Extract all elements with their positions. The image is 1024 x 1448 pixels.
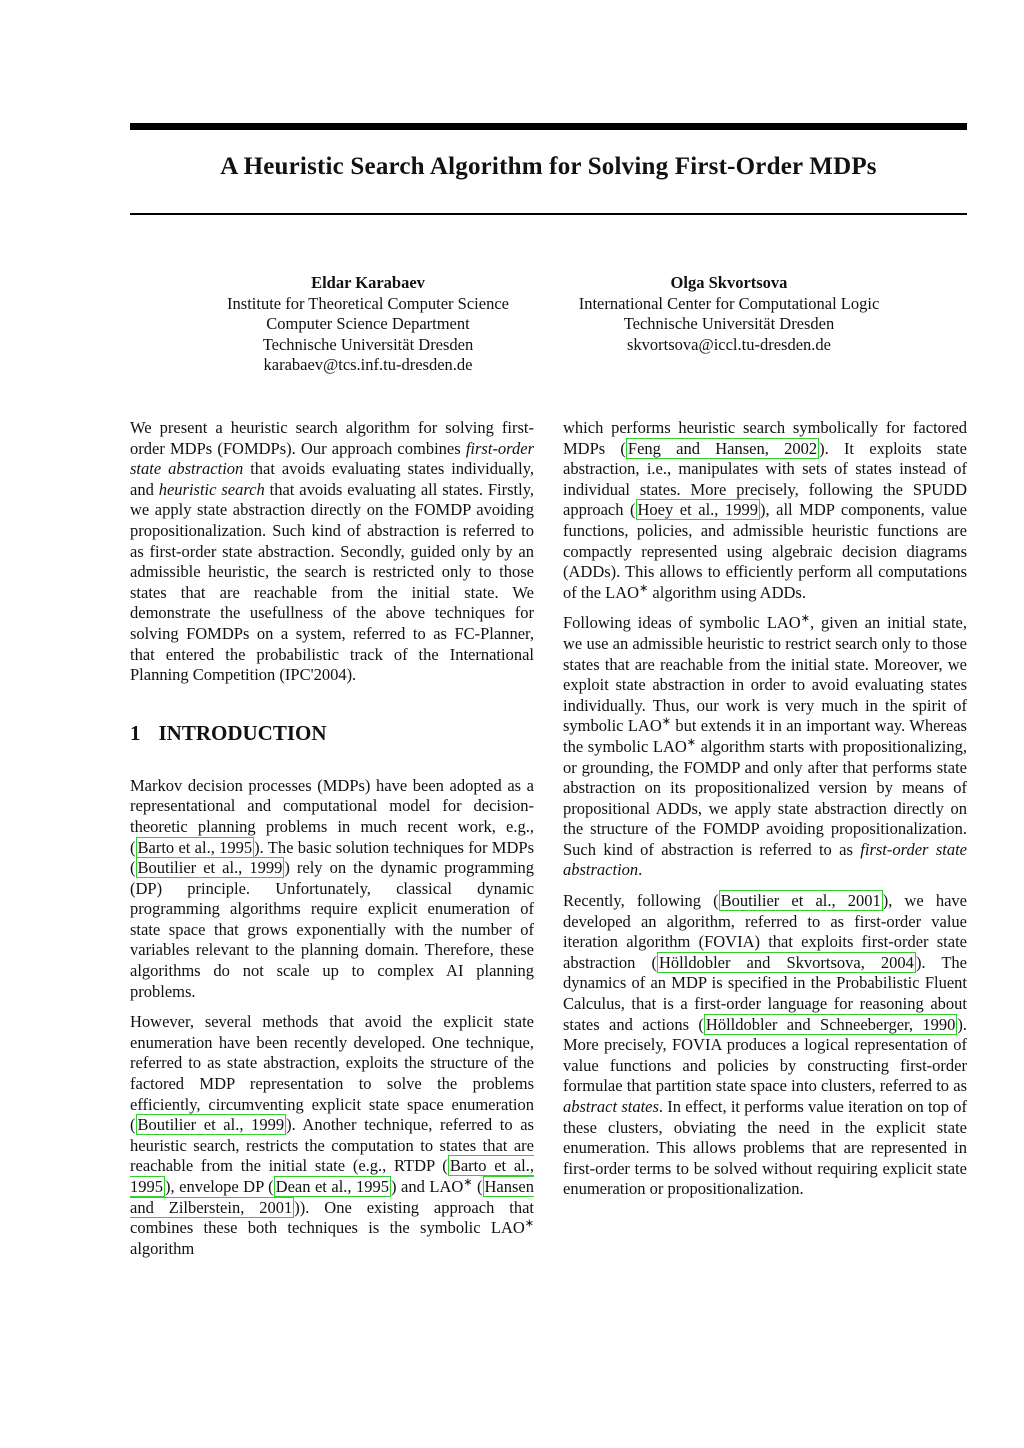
- citation-link[interactable]: Barto et al., 1995: [137, 837, 253, 857]
- paper-title: A Heuristic Search Algorithm for Solving First-Order MDPs: [220, 153, 877, 180]
- author-affiliation: International Center for Computational Logic: [578, 293, 880, 313]
- citation-link[interactable]: Boutilier et al., 2001: [720, 891, 881, 911]
- author-block-2: [548, 273, 910, 355]
- author-block-1: [190, 273, 546, 376]
- citation-link[interactable]: Feng and Hansen, 2002: [627, 438, 818, 458]
- author-email: karabaev@tcs.inf.tu-dresden.de: [263, 355, 473, 374]
- author-email: skvortsova@iccl.tu-dresden.de: [627, 334, 831, 354]
- citation-link[interactable]: Barto et al., 1995: [130, 1156, 535, 1196]
- intro-paragraph-5: Recently, following ( Boutilier et al., 2001 ), we have developed an algorithm, referred to as first-order value iteration algorithm (FOVIA) that exploits first-order state abstraction ( Hölldobler and Skvortsova, 2004 ). The dynamics of an MDP is specified in the Probabilistic Fluent Calculus, that is a first-order language for reasoning about states and actions ( Hölldobler and Schneeberger, 1990 ). More precisely, FOVIA produces a logical representation of value functions and policies by constructing first-order formulae that partition state space into clusters, referred to as abstract states. In effect, it performs value iteration on top of these clusters, obviating the need in the explicit state enumeration. This allows problems that are represented in first-order terms to be solved without requiring explicit state enumeration or propositionalization.: [563, 891, 968, 1199]
- author-affiliation: Technische Universität Dresden: [262, 334, 474, 354]
- section-heading-introduction: 1 INTRODUCTION: [130, 720, 327, 745]
- title-rule-bottom: [130, 213, 967, 215]
- citation-link[interactable]: Boutilier et al., 1999: [137, 1115, 285, 1135]
- author-name: Olga Skvortsova: [670, 273, 788, 292]
- intro-paragraph-3: which performs heuristic search symbolically for factored MDPs ( Feng and Hansen, 2002 ). It exploits state abstraction, i.e., manipulates with sets of states instead of individual states. More precisely, following the SPUDD approach ( Hoey et al., 1999 ), all MDP components, value functions, policies, and admissible heuristic functions are compactly represented using algebraic decision diagrams (ADDs). This allows to efficiently perform all computations of the LAO∗ algorithm using ADDs.: [563, 418, 968, 602]
- citation-link[interactable]: Hoey et al., 1999: [637, 500, 758, 520]
- right-column: [563, 418, 967, 1210]
- author-affiliation: Technische Universität Dresden: [623, 314, 835, 333]
- citation-link[interactable]: Hansen and Zilberstein, 2001: [130, 1177, 534, 1217]
- citation-link[interactable]: Hölldobler and Skvortsova, 2004: [658, 952, 914, 972]
- citation-link[interactable]: Boutilier et al., 1999: [137, 858, 283, 878]
- citation-link[interactable]: Hölldobler and Schneeberger, 1990: [705, 1014, 956, 1034]
- author-affiliation: Computer Science Department: [266, 314, 470, 333]
- citation-link[interactable]: Dean et al., 1995: [275, 1177, 390, 1196]
- intro-paragraph-4: Following ideas of symbolic LAO∗, given an initial state, we use an admissible heuristic to restrict search only to those states that are reachable from the initial state. Moreover, we exploit state abstraction in order to avoid evaluating states individually. Thus, our work is very much in the spirit of symbolic LAO∗ but extends it in an important way. Whereas the symbolic LAO∗ algorithm starts with propositionalizing, or grounding, the FOMDP and only after that performs state abstraction on its propositionalized version by means of propositional ADDs, we apply state abstraction directly on the structure of the FOMDP avoiding propositionalization. Such kind of abstraction is referred to as first-order state abstraction.: [563, 612, 967, 880]
- intro-paragraph-2: However, several methods that avoid the explicit state enumeration have been recently developed. One technique, referred to as state abstraction, exploits the structure of the factored MDP representation to solve the problems efficiently, circumventing explicit state space enumeration ( Boutilier et al., 1999 ). Another technique, referred to as heuristic search, restricts the computation to states that are reachable from the initial state (e.g., RTDP ( Barto et al., 1995 ), envelope DP ( Dean et al., 1995 ) and LAO∗ ( Hansen and Zilberstein, 2001 )). One existing approach that combines these both techniques is the symbolic LAO∗ algorithm: [130, 1012, 535, 1258]
- intro-paragraph-1: Markov decision processes (MDPs) have been adopted as a representational and computational model for decision-theoretic planning problems in much recent work, e.g., ( Barto et al., 1995 ). The basic solution techniques for MDPs ( Boutilier et al., 1999 ) rely on the dynamic programming (DP) principle. Unfortunately, classical dynamic programming algorithms require explicit enumeration of state space that grows exponentially with the number of variables relevant to the planning domain. Therefore, these algorithms do not scale up to complex AI planning problems.: [130, 775, 534, 1001]
- title-rule-top: [130, 123, 967, 130]
- abstract: We present a heuristic search algorithm for solving first-order MDPs (FOMDPs). Our approach combines first-order state abstraction that avoids evaluating states individually, and heuristic search that avoids evaluating all states. Firstly, we apply state abstraction directly on the FOMDP avoiding propositionalization. Such kind of abstraction is referred to as first-order state abstraction. Secondly, guided only by an admissible heuristic, the search is restricted only to those states that are reachable from the initial state. We demonstrate the usefullness of the above techniques for solving FOMDPs on a system, referred to as FC-Planner, that entered the probabilistic track of the International Planning Competition (IPC'2004).: [130, 418, 535, 685]
- author-affiliation: Institute for Theoretical Computer Science: [227, 293, 509, 313]
- left-column: [130, 418, 534, 1269]
- author-name: Eldar Karabaev: [311, 273, 425, 292]
